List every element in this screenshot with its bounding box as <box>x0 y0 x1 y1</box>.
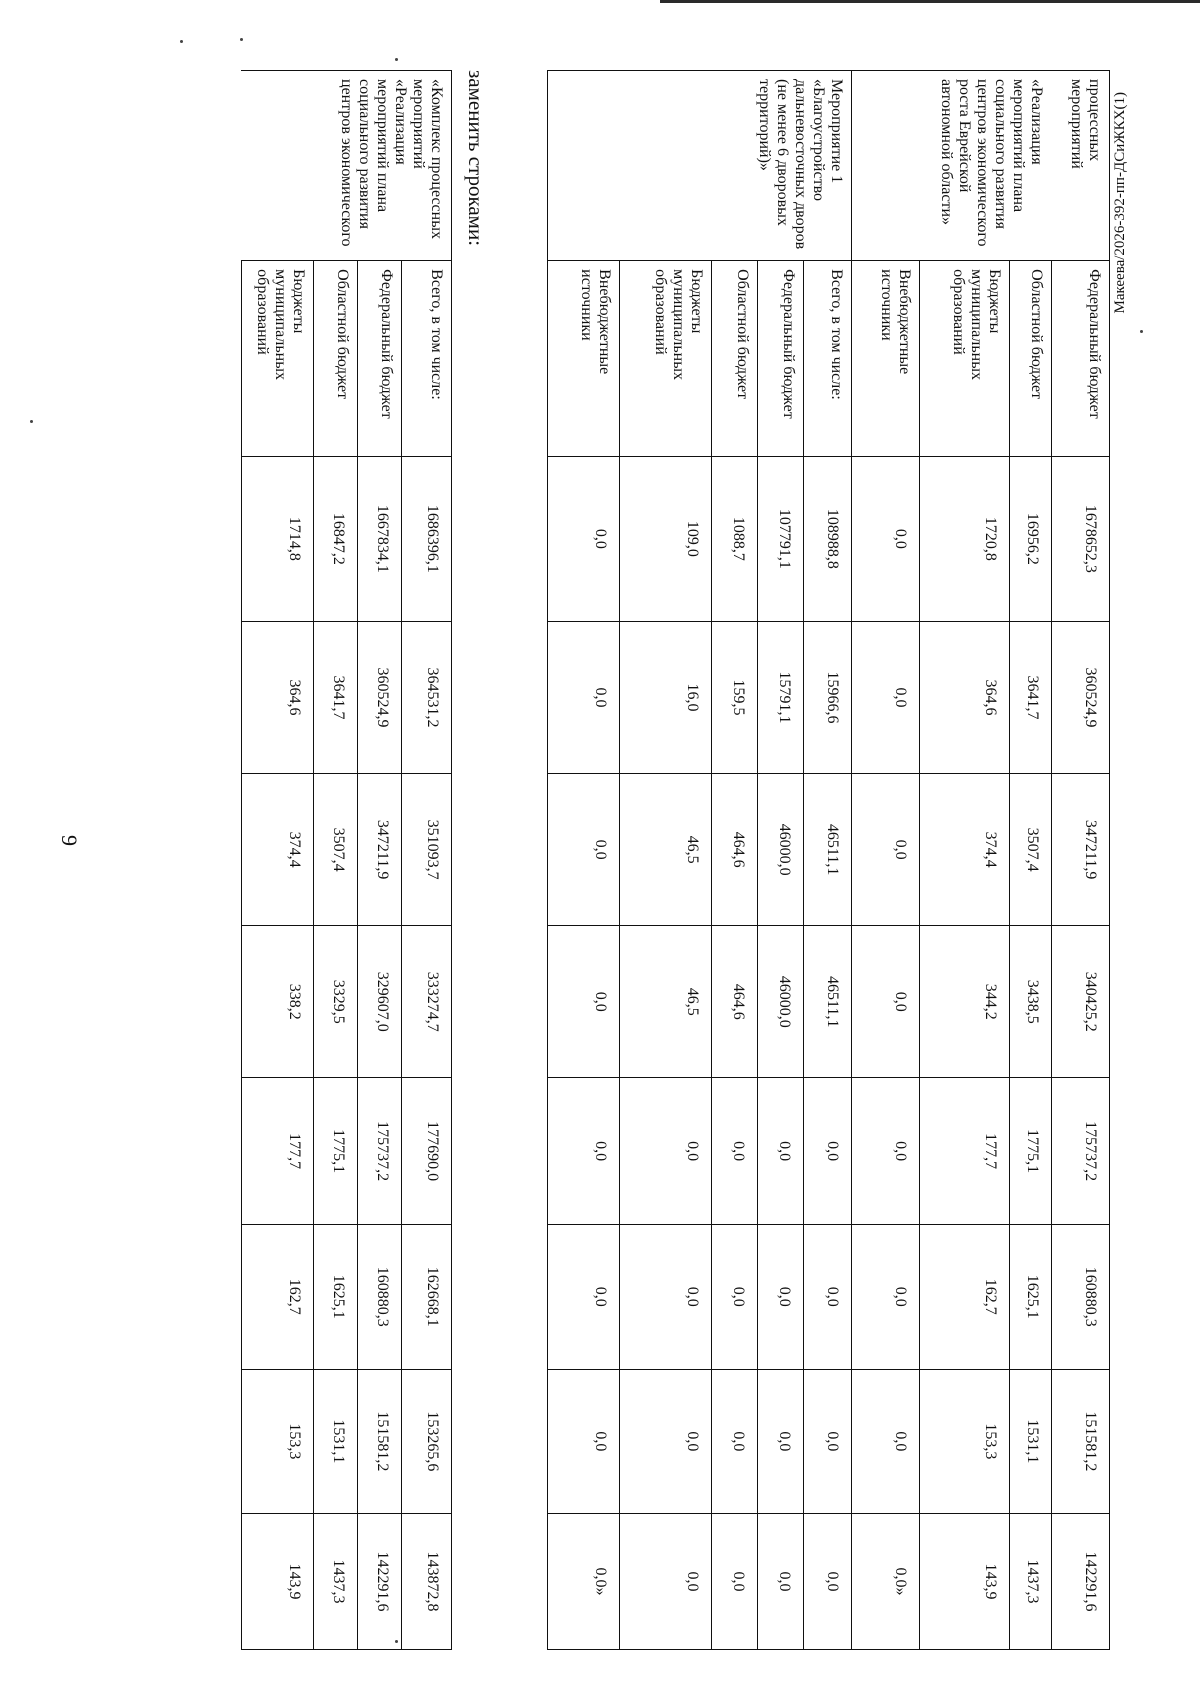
scan-speck <box>180 40 183 43</box>
value-cell: 364,6 <box>920 621 1010 773</box>
value-cell: 46511,1 <box>804 774 852 926</box>
funding-source-label: Всего, в том числе: <box>804 261 852 457</box>
value-cell: 16,0 <box>620 621 712 773</box>
value-cell: 0,0 <box>852 926 920 1078</box>
table-row <box>358 71 402 1650</box>
funding-source-label: Федеральный бюджет <box>358 261 402 457</box>
funding-source-label: Федеральный бюджет <box>758 261 804 457</box>
value-cell: 0,0 <box>548 1369 620 1514</box>
value-cell: 0,0 <box>852 1369 920 1514</box>
funding-source-label: Бюджеты муниципальных образований <box>920 261 1010 457</box>
value-cell: 0,0» <box>548 1514 620 1650</box>
funding-table-continued <box>547 70 1110 1650</box>
value-cell: 46,5 <box>620 926 712 1078</box>
replace-with-rows-heading: заменить строками: <box>464 70 488 247</box>
value-cell: 0,0 <box>548 456 620 621</box>
value-cell: 0,0 <box>758 1514 804 1650</box>
value-cell: 0,0 <box>620 1225 712 1370</box>
value-cell: 374,4 <box>242 774 314 926</box>
value-cell: 1667834,1 <box>358 456 402 621</box>
replacement-funding-table <box>241 70 452 1650</box>
value-cell: 1088,7 <box>712 456 758 621</box>
value-cell: 143,9 <box>242 1514 314 1650</box>
value-cell: 1625,1 <box>314 1225 358 1370</box>
funding-source-label: Всего, в том числе: <box>402 261 452 457</box>
value-cell: 153265,6 <box>402 1369 452 1514</box>
value-cell: 351093,7 <box>402 774 452 926</box>
value-cell: 1531,1 <box>1010 1369 1052 1514</box>
value-cell: 0,0 <box>548 774 620 926</box>
value-cell: 46000,0 <box>758 926 804 1078</box>
value-cell: 364,6 <box>242 621 314 773</box>
value-cell: 143872,8 <box>402 1514 452 1650</box>
value-cell: 464,6 <box>712 774 758 926</box>
funding-source-label: Областной бюджет <box>712 261 758 457</box>
value-cell: 142291,6 <box>358 1514 402 1650</box>
value-cell: 1437,3 <box>1010 1514 1052 1650</box>
value-cell: 15791,1 <box>758 621 804 773</box>
value-cell: 160880,3 <box>1052 1225 1110 1370</box>
table-row <box>548 71 620 1650</box>
funding-source-label: Областной бюджет <box>314 261 358 457</box>
value-cell: 0,0 <box>548 926 620 1078</box>
funding-source-label: Внебюджетные источники <box>852 261 920 457</box>
table-row <box>804 71 852 1650</box>
value-cell: 1625,1 <box>1010 1225 1052 1370</box>
value-cell: 15966,6 <box>804 621 852 773</box>
value-cell: 338,2 <box>242 926 314 1078</box>
value-cell: 333274,7 <box>402 926 452 1078</box>
value-cell: 0,0 <box>852 1078 920 1225</box>
funding-source-label: Областной бюджет <box>1010 261 1052 457</box>
page-number: 9 <box>57 835 82 846</box>
value-cell: 0,0 <box>804 1078 852 1225</box>
program-name-cell: «Комплекс процессных мероприятий «Реализация мероприятий плана социального развития центров экономического <box>242 71 452 261</box>
value-cell: 3641,7 <box>1010 621 1052 773</box>
value-cell: 16956,2 <box>1010 456 1052 621</box>
value-cell: 0,0 <box>852 1225 920 1370</box>
table-row <box>920 71 1010 1650</box>
table-row <box>314 71 358 1650</box>
value-cell: 0,0 <box>758 1225 804 1370</box>
value-cell: 364531,2 <box>402 621 452 773</box>
value-cell: 142291,6 <box>1052 1514 1110 1650</box>
footer-document-code: Макеева/2026-392-пп-ДСиЖКХ(1) <box>1112 92 1128 314</box>
funding-source-label: Внебюджетные источники <box>548 261 620 457</box>
value-cell: 329607,0 <box>358 926 402 1078</box>
value-cell: 340425,2 <box>1052 926 1110 1078</box>
value-cell: 46000,0 <box>758 774 804 926</box>
value-cell: 1775,1 <box>1010 1078 1052 1225</box>
value-cell: 0,0 <box>620 1514 712 1650</box>
value-cell: 0,0 <box>852 774 920 926</box>
value-cell: 109,0 <box>620 456 712 621</box>
value-cell: 464,6 <box>712 926 758 1078</box>
table-row <box>1010 71 1052 1650</box>
value-cell: 162,7 <box>920 1225 1010 1370</box>
program-name-cell: процессных мероприятий <box>1052 71 1110 261</box>
value-cell: 3641,7 <box>314 621 358 773</box>
value-cell: 3507,4 <box>1010 774 1052 926</box>
value-cell: 160880,3 <box>358 1225 402 1370</box>
table-row <box>620 71 712 1650</box>
table-row <box>852 71 920 1650</box>
value-cell: 46511,1 <box>804 926 852 1078</box>
value-cell: 1720,8 <box>920 456 1010 621</box>
value-cell: 3329,5 <box>314 926 358 1078</box>
value-cell: 0,0 <box>620 1369 712 1514</box>
value-cell: 16847,2 <box>314 456 358 621</box>
value-cell: 3438,5 <box>1010 926 1052 1078</box>
value-cell: 177,7 <box>920 1078 1010 1225</box>
value-cell: 0,0 <box>620 1078 712 1225</box>
funding-source-label: Федеральный бюджет <box>1052 261 1110 457</box>
program-name-cell: «Реализация мероприятий плана социального развития центров экономического роста Еврейской автономной области» <box>852 71 1052 261</box>
value-cell: 344,2 <box>920 926 1010 1078</box>
value-cell: 108988,8 <box>804 456 852 621</box>
scan-speck <box>30 420 33 423</box>
value-cell: 0,0 <box>712 1078 758 1225</box>
value-cell: 162,7 <box>242 1225 314 1370</box>
value-cell: 0,0 <box>804 1514 852 1650</box>
value-cell: 0,0 <box>548 1225 620 1370</box>
value-cell: 151581,2 <box>1052 1369 1110 1514</box>
value-cell: 177690,0 <box>402 1078 452 1225</box>
value-cell: 0,0 <box>712 1225 758 1370</box>
value-cell: 175737,2 <box>1052 1078 1110 1225</box>
value-cell: 162668,1 <box>402 1225 452 1370</box>
value-cell: 347211,9 <box>358 774 402 926</box>
value-cell: 1531,1 <box>314 1369 358 1514</box>
value-cell: 0,0 <box>852 621 920 773</box>
value-cell: 46,5 <box>620 774 712 926</box>
scan-speck <box>395 58 398 61</box>
value-cell: 374,4 <box>920 774 1010 926</box>
value-cell: 1686396,1 <box>402 456 452 621</box>
value-cell: 0,0» <box>852 1514 920 1650</box>
rotated-document-content <box>170 70 1110 1660</box>
value-cell: 0,0 <box>758 1369 804 1514</box>
value-cell: 0,0 <box>804 1225 852 1370</box>
value-cell: 1775,1 <box>314 1078 358 1225</box>
scan-speck <box>240 38 243 41</box>
value-cell: 159,5 <box>712 621 758 773</box>
value-cell: 107791,1 <box>758 456 804 621</box>
table-row <box>1052 71 1110 1650</box>
value-cell: 0,0 <box>852 456 920 621</box>
value-cell: 0,0 <box>758 1078 804 1225</box>
funding-source-label: Бюджеты муниципальных образований <box>620 261 712 457</box>
measure-name-cell: Мероприятие 1 «Благоустройство дальневосточных дворов (не менее 6 дворовых территорий)» <box>548 71 852 261</box>
scan-edge-line <box>660 0 1200 3</box>
value-cell: 0,0 <box>804 1369 852 1514</box>
value-cell: 0,0 <box>548 621 620 773</box>
table-row <box>712 71 758 1650</box>
value-cell: 0,0 <box>712 1369 758 1514</box>
table-row <box>242 71 314 1650</box>
value-cell: 153,3 <box>242 1369 314 1514</box>
value-cell: 143,9 <box>920 1514 1010 1650</box>
funding-source-label: Бюджеты муниципальных образований <box>242 261 314 457</box>
value-cell: 1714,8 <box>242 456 314 621</box>
value-cell: 360524,9 <box>1052 621 1110 773</box>
value-cell: 0,0 <box>712 1514 758 1650</box>
table-row <box>402 71 452 1650</box>
value-cell: 175737,2 <box>358 1078 402 1225</box>
value-cell: 347211,9 <box>1052 774 1110 926</box>
scan-speck <box>395 1640 398 1643</box>
value-cell: 3507,4 <box>314 774 358 926</box>
value-cell: 1678652,3 <box>1052 456 1110 621</box>
value-cell: 1437,3 <box>314 1514 358 1650</box>
value-cell: 153,3 <box>920 1369 1010 1514</box>
value-cell: 0,0 <box>548 1078 620 1225</box>
value-cell: 360524,9 <box>358 621 402 773</box>
value-cell: 151581,2 <box>358 1369 402 1514</box>
scan-speck <box>1140 330 1143 333</box>
table-row <box>758 71 804 1650</box>
value-cell: 177,7 <box>242 1078 314 1225</box>
